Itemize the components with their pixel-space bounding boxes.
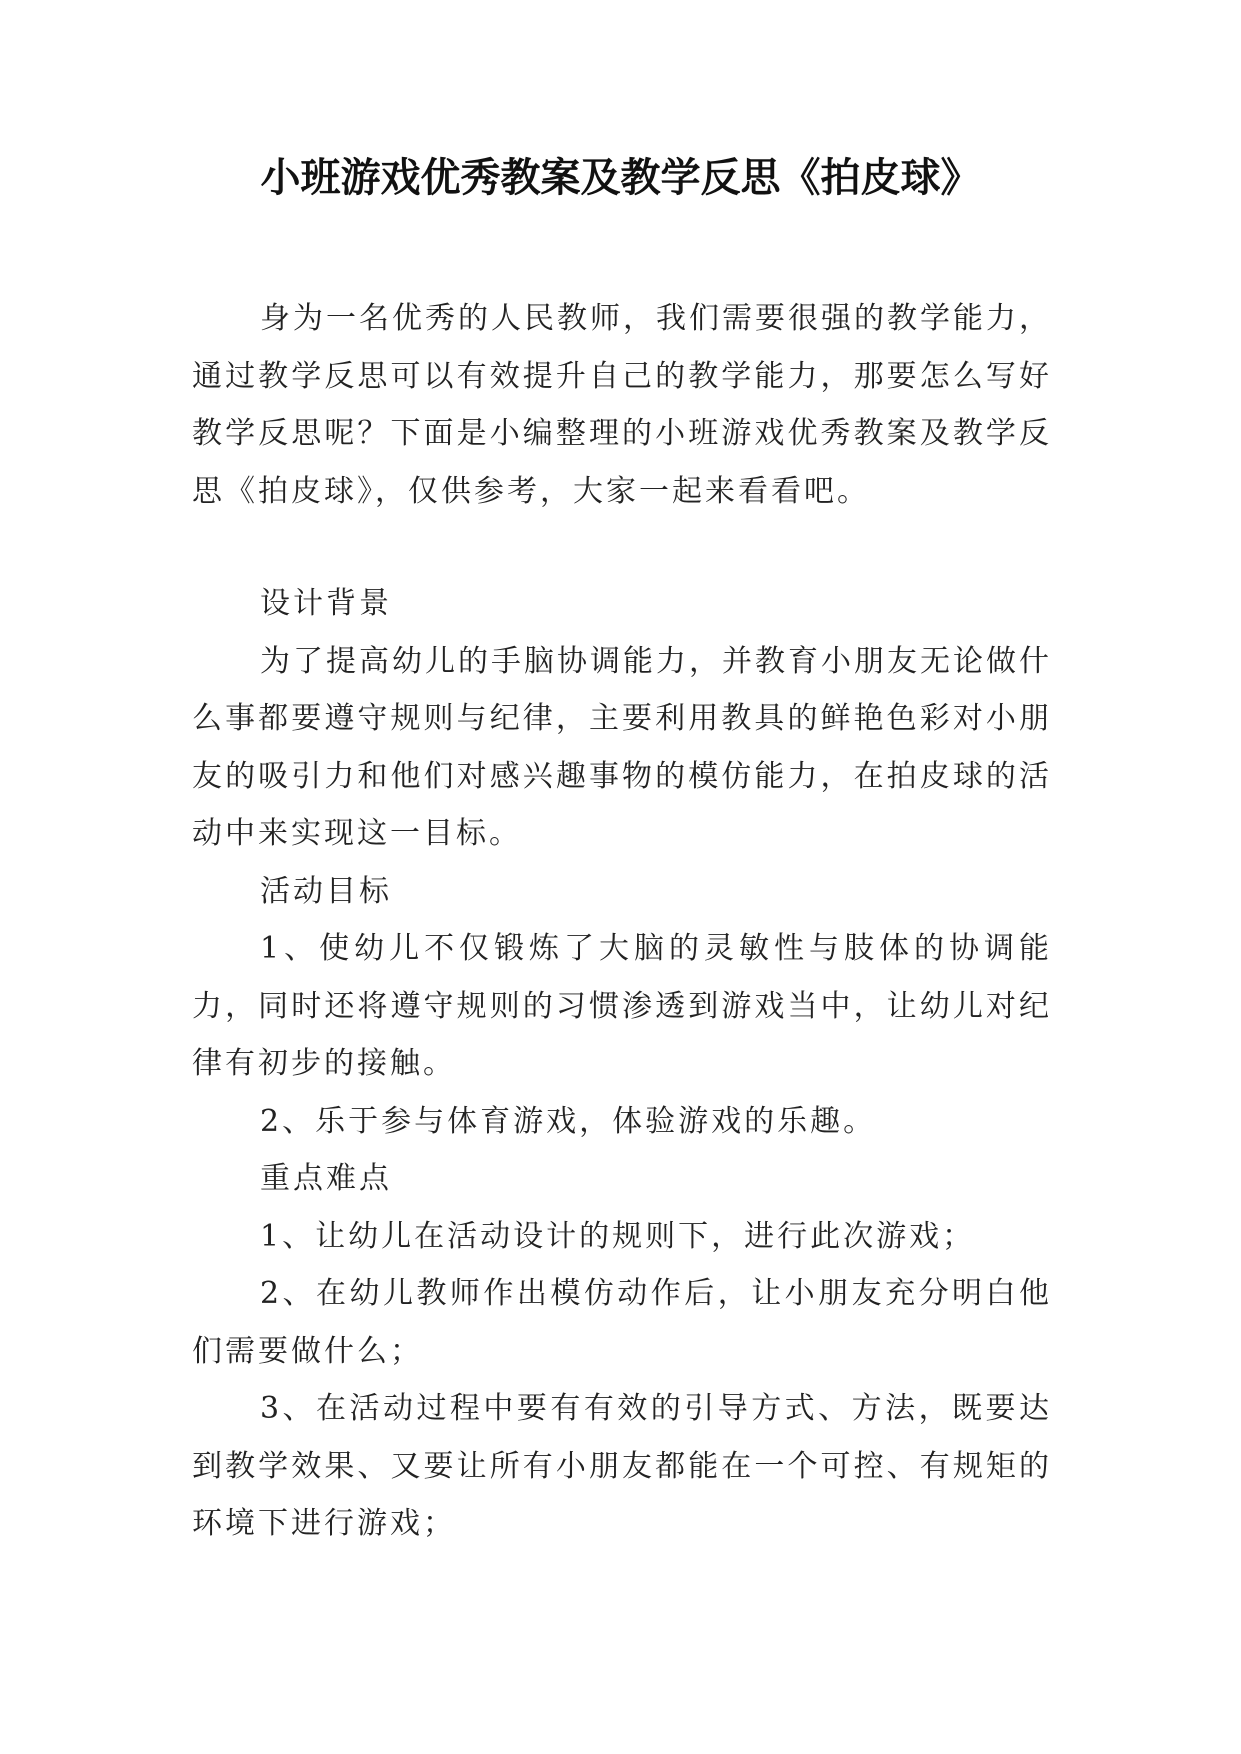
- list-item-goal-2: 2、乐于参与体育游戏，体验游戏的乐趣。: [260, 1103, 877, 1139]
- list-item-difficulty-3: 3、在活动过程中要有有效的引导方式、方法，既要达到教学效果、又要让所有小朋友都能在一个可控、有规矩的环境下进行游戏；: [192, 1391, 1052, 1541]
- list-item-goal-1: 1、使幼儿不仅锻炼了大脑的灵敏性与肢体的协调能力，同时还将遵守规则的习惯渗透到游戏当中，让幼儿对纪律有初步的接触。: [192, 931, 1052, 1081]
- document-title: 小班游戏优秀教案及教学反思《拍皮球》: [260, 155, 981, 201]
- intro-section: [192, 290, 1052, 520]
- list-item-difficulty-1: 1、让幼儿在活动设计的规则下，进行此次游戏；: [260, 1218, 976, 1254]
- section-heading-design-background: 设计背景: [260, 586, 392, 621]
- intro-paragraph: 身为一名优秀的人民教师，我们需要很强的教学能力，通过教学反思可以有效提升自己的教学能力，那要怎么写好教学反思呢？下面是小编整理的小班游戏优秀教案及教学反思《拍皮球》，仅供参考，大家一起来看看吧。: [192, 301, 1052, 509]
- section-heading-activity-goals: 活动目标: [260, 873, 392, 909]
- section-heading-key-difficulties: 重点难点: [260, 1161, 392, 1196]
- body-paragraph: 为了提高幼儿的手脑协调能力，并教育小朋友无论做什么事都要遵守规则与纪律，主要利用教具的鲜艳色彩对小朋友的吸引力和他们对感兴趣事物的模仿能力，在拍皮球的活动中来实现这一目标。: [192, 643, 1052, 851]
- list-item-difficulty-2: 2、在幼儿教师作出模仿动作后，让小朋友充分明白他们需要做什么；: [192, 1276, 1052, 1369]
- lesson-plan-body: [192, 575, 1052, 1553]
